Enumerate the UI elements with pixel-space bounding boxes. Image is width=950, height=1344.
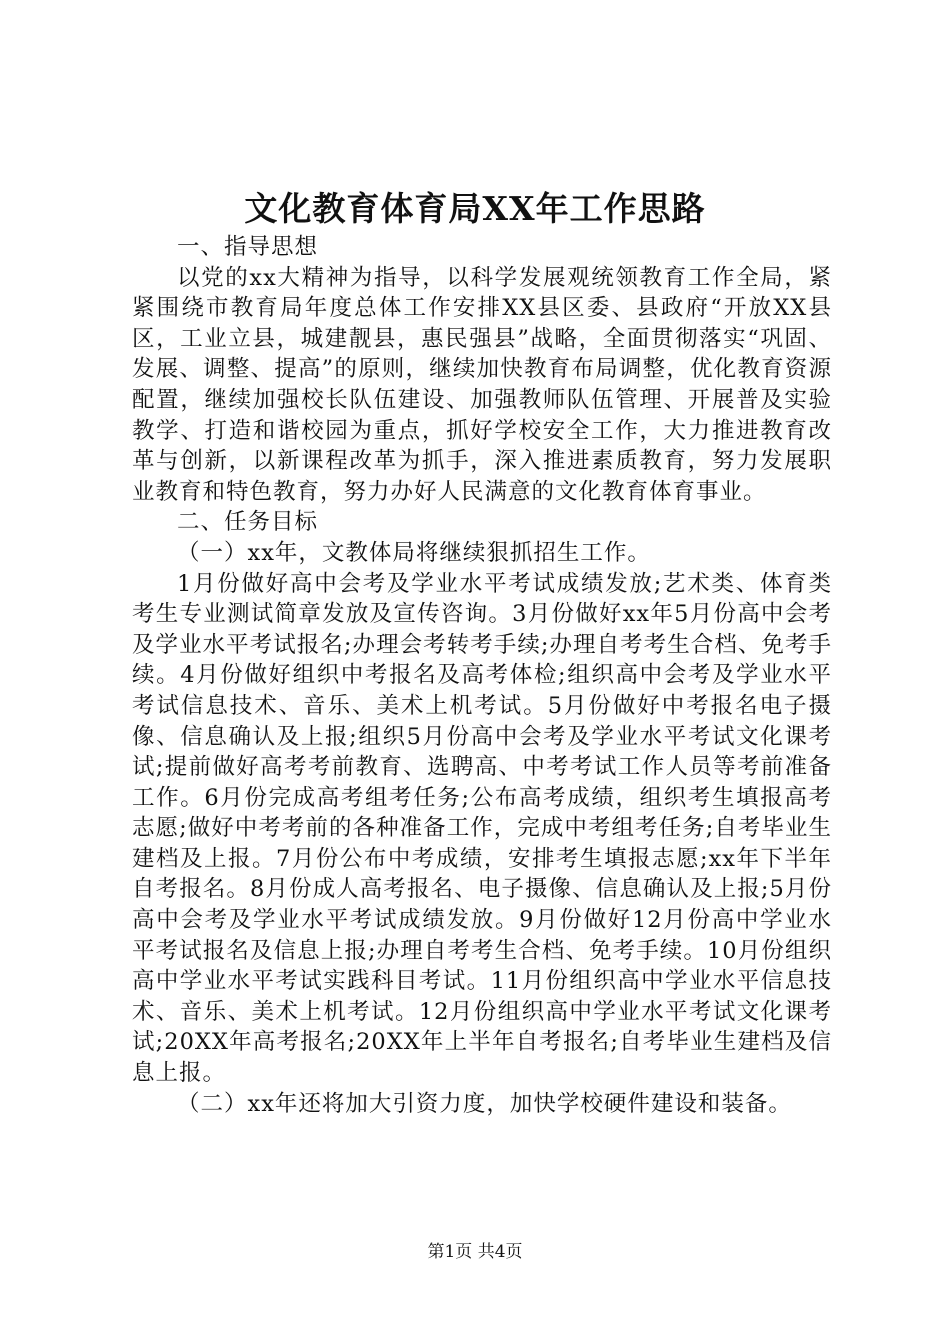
page-footer: 第1页 共4页 [427,1242,523,1262]
subsection-heading-investment: （二）xx年还将加大引资力度，加快学校硬件建设和装备。 [177,1090,792,1117]
guiding-ideology-paragraph: 以党的xx大精神为指导，以科学发展观统领教育工作全局，紧紧围绕市教育局年度总体工作安排XX县区委、县政府“开放XX县区，工业立县，城建靓县，惠民强县”战略，全面贯彻落实“巩固、发展、调整、提高”的原则，继续加快教育布局调整，优化教育资源配置，继续加强校长队伍建设、加强教师队伍管理、开展普及实验教学、打造和谐校园为重点，抓好学校安全工作，大力推进教育改革与创新，以新课程改革为抓手，深入推进素质教育，努力发展职业教育和特色教育，努力办好人民满意的文化教育体育事业。 [132,264,832,505]
document-body [132,232,832,1119]
enrollment-schedule-paragraph: 1月份做好高中会考及学业水平考试成绩发放;艺术类、体育类考生专业测试简章发放及宣传咨询。3月份做好xx年5月份高中会考及学业水平考试报名;办理会考转考手续;办理自考考生合档、免考手续。4月份做好组织中考报名及高考体检;组织高中会考及学业水平考试信息技术、音乐、美术上机考试。5月份做好中考报名电子摄像、信息确认及上报;组织5月份高中会考及学业水平考试文化课考试;提前做好高考考前教育、选聘高、中考考试工作人员等考前准备工作。6月份完成高考组考任务;公布高考成绩，组织考生填报高考志愿;做好中考考前的各种准备工作，完成中考组考任务;自考毕业生建档及上报。7月份公布中考成绩，安排考生填报志愿;xx年下半年自考报名。8月份成人高考报名、电子摄像、信息确认及上报;5月份高中会考及学业水平考试成绩发放。9月份做好12月份高中学业水平考试报名及信息上报;办理自考考生合档、免考手续。10月份组织高中学业水平考试实践科目考试。11月份组织高中学业水平信息技术、音乐、美术上机考试。12月份组织高中学业水平考试文化课考试;20XX年高考报名;20XX年上半年自考报名;自考毕业生建档及信息上报。 [132,570,832,1087]
subsection-heading-enrollment: （一）xx年，文教体局将继续狠抓招生工作。 [177,539,651,566]
section-heading-guiding-ideology: 一、指导思想 [177,234,319,260]
document-title: 文化教育体育局XX年工作思路 [244,189,706,228]
section-heading-task-goals: 二、任务目标 [177,509,319,536]
